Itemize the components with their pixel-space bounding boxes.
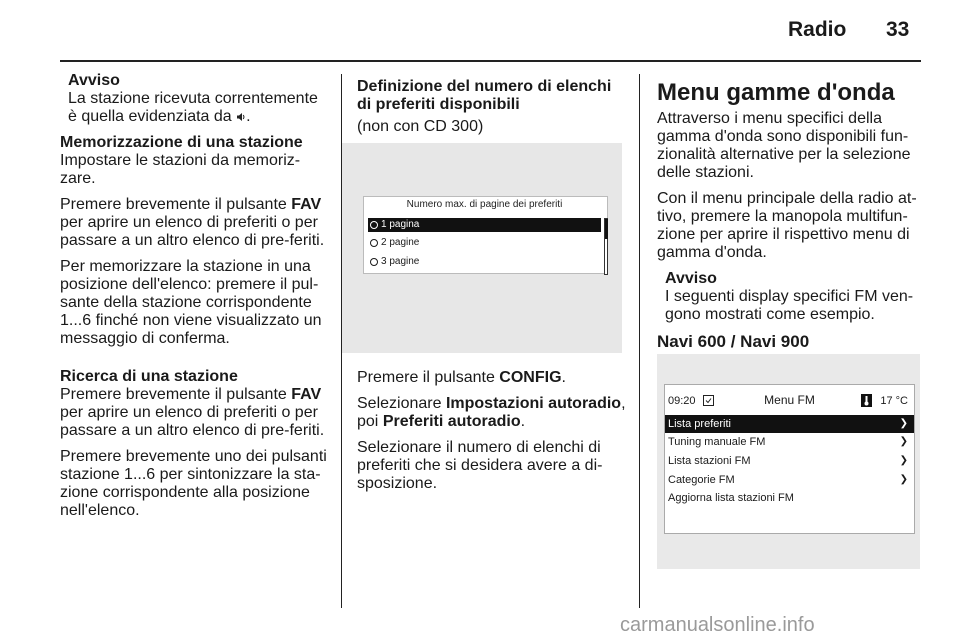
- option-2-pages[interactable]: [368, 236, 601, 250]
- text: .: [561, 369, 566, 386]
- option-3-pages[interactable]: [368, 255, 601, 269]
- paragraph-select-settings: [357, 395, 627, 431]
- note-1-title: Avviso: [68, 72, 120, 89]
- chevron-right-icon: ❯: [899, 455, 908, 466]
- menu-item-station-list[interactable]: [665, 452, 914, 470]
- section-heading-navi: Navi 600 / Navi 900: [657, 332, 810, 351]
- column-2-lower: [357, 369, 627, 501]
- scrollbar-thumb[interactable]: [605, 219, 608, 239]
- option-1-page[interactable]: [368, 218, 601, 232]
- header-rule: [60, 60, 921, 62]
- note-2-title: Avviso: [665, 270, 717, 287]
- paragraph-memorize-1: Impostare le stazioni da memoriz-zare.: [60, 152, 301, 187]
- fav-label: FAV: [291, 386, 322, 403]
- temperature: 17 °C: [880, 395, 908, 407]
- radio-settings-label: Impostazioni autoradio: [445, 395, 622, 412]
- menu-item-label: Aggiorna lista stazioni FM: [668, 492, 794, 504]
- menu-title: Menu FM: [764, 393, 815, 407]
- menu-item-favorites-list[interactable]: [665, 415, 914, 433]
- clock-time: 09:20: [668, 395, 696, 407]
- text: Premere il pulsante: [357, 369, 495, 386]
- paragraph-memorize-2: [60, 196, 330, 250]
- menu-item-categories[interactable]: [665, 471, 914, 489]
- radio-icon: [370, 239, 378, 247]
- note-1-text: [68, 90, 330, 126]
- watermark: carmanualsonline.info: [620, 614, 815, 636]
- text: per aprire un elenco di preferiti o per passare a un altro elenco di pre-feriti.: [60, 214, 325, 249]
- section-heading-favorites: Definizione del numero di elenchi di preferiti disponibili: [357, 78, 612, 113]
- note-2-text: I seguenti display specifici FM ven-gono mostrati come esempio.: [665, 288, 914, 323]
- menu-item-label: Tuning manuale FM: [668, 436, 766, 448]
- menu-item-label: Categorie FM: [668, 474, 735, 486]
- page-number: 33: [886, 18, 910, 41]
- column-1: [60, 72, 330, 528]
- section-heading-search: Ricerca di una stazione: [60, 368, 238, 385]
- text: per aprire un elenco di preferiti o per passare a un altro elenco di pre-feriti.: [60, 404, 325, 439]
- radio-icon: [370, 221, 378, 229]
- paragraph-waveband-2: Con il menu principale della radio at-tivo, premere la manopola multifun-zione per aprire il rispettivo menu di gamma d'onda.: [657, 190, 917, 261]
- radio-icon: [370, 258, 378, 266]
- note-1-body: La stazione ricevuta correntemente è quella evidenziata da: [68, 90, 318, 125]
- paragraph-memorize-3: Per memorizzare la stazione in una posizione dell'elenco: premere il pul-sante della stazione corrispondente 1...6 finché non viene visualizzato un messaggio di conferma.: [60, 258, 322, 347]
- favorites-pages-screen: [342, 143, 622, 353]
- screen-topbar: [665, 392, 914, 408]
- paragraph-select-number: Selezionare il numero di elenchi di preferiti che si desidera avere a di-sposizione.: [357, 439, 603, 492]
- menu-item-update-stations[interactable]: [665, 489, 914, 507]
- page-title: Radio: [788, 18, 847, 41]
- radio-favorites-label: Preferiti autoradio: [382, 413, 521, 430]
- chevron-right-icon: ❯: [899, 418, 908, 429]
- paragraph-config: [357, 369, 627, 387]
- thermometer-icon: [861, 394, 872, 407]
- text: ,: [621, 395, 626, 412]
- option-label: 3 pagine: [381, 256, 420, 267]
- column-divider-2: [639, 74, 640, 608]
- fm-menu-screen: [657, 354, 920, 569]
- menu-item-label: Lista stazioni FM: [668, 455, 751, 467]
- chevron-right-icon: ❯: [899, 436, 908, 447]
- paragraph-waveband-1: Attraverso i menu specifici della gamma d'onda sono disponibili fun-zionalità alternative per la selezione delle stazioni.: [657, 110, 911, 181]
- option-label: 1 pagina: [381, 219, 420, 230]
- paragraph-search-1: [60, 386, 330, 440]
- note-2: [657, 270, 923, 324]
- column-3: [657, 80, 923, 352]
- section-heading-memorize: Memorizzazione di una stazione: [60, 134, 303, 151]
- text: poi: [357, 413, 379, 430]
- text: Premere brevemente il pulsante: [60, 196, 287, 213]
- config-label: CONFIG: [499, 369, 562, 386]
- note-1-tail: .: [246, 108, 251, 125]
- menu-item-manual-tuning[interactable]: [665, 433, 914, 451]
- text: Selezionare: [357, 395, 442, 412]
- chevron-right-icon: ❯: [899, 474, 908, 485]
- option-label: 2 pagine: [381, 237, 420, 248]
- note-1: [60, 72, 330, 126]
- paragraph-search-2: Premere brevemente uno dei pulsanti stazione 1...6 per sintonizzare la sta-zione corrispondente alla posizione nell'elenco.: [60, 448, 327, 519]
- column-2: [357, 78, 627, 144]
- fav-label: FAV: [291, 196, 322, 213]
- text: Premere brevemente il pulsante: [60, 386, 287, 403]
- section-heading-waveband: Menu gamme d'onda: [657, 79, 895, 106]
- speaker-icon: [236, 112, 246, 122]
- text: .: [520, 413, 526, 430]
- screen-title: Numero max. di pagine dei preferiti: [406, 199, 563, 210]
- menu-item-label: Lista preferiti: [668, 418, 731, 430]
- paragraph-not-cd300: (non con CD 300): [357, 118, 484, 135]
